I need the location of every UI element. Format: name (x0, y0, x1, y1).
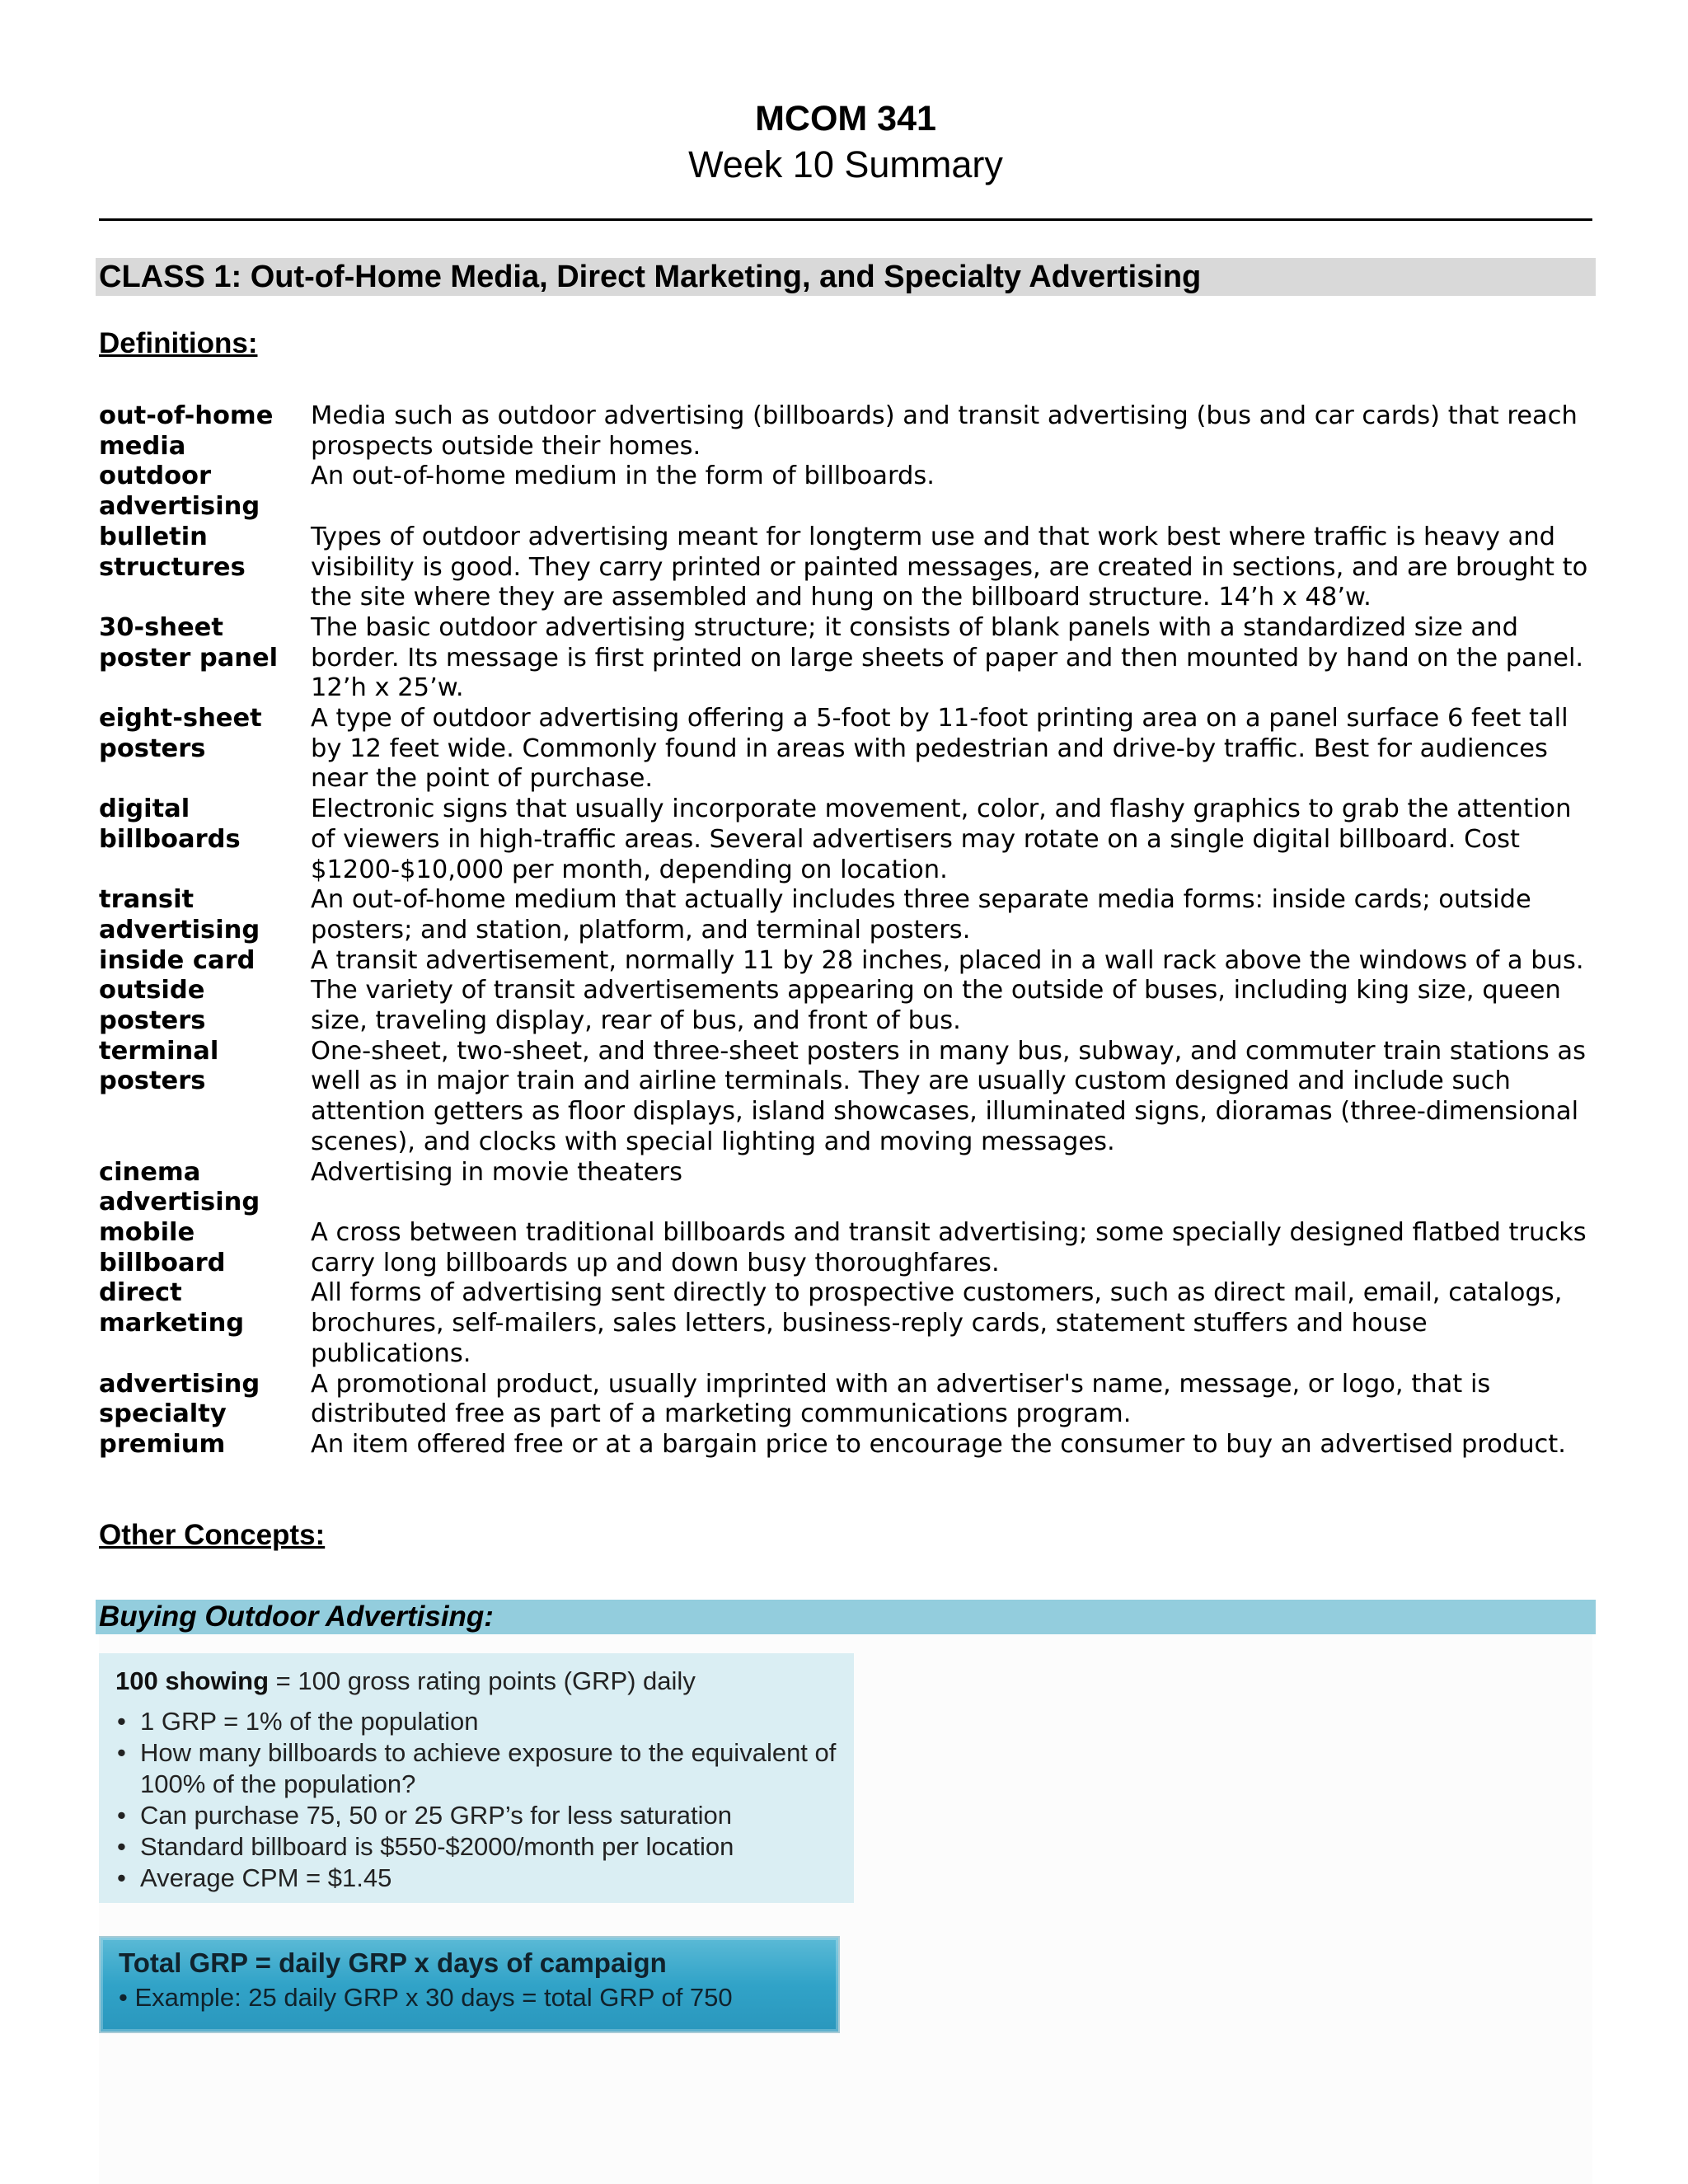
definition-term: outdoor advertising (99, 462, 260, 522)
definition-row (99, 1370, 1592, 1430)
definition-row (99, 1218, 1592, 1278)
definition-text: Electronic signs that usually incorporate movement, color, and flashy graphics to grab the attention of viewers in high-traffic areas. Several advertisers may rotate on a single digital billboard. Cost $1200-$10,000 per month, depending on location. (311, 794, 1572, 884)
header-divider (99, 218, 1592, 221)
showing-bullet (115, 1831, 854, 1863)
showing-bold: 100 showing (115, 1666, 270, 1695)
bullet-icon: • (117, 1832, 126, 1861)
definition-text: Types of outdoor advertising meant for longterm use and that work best where traffic is heavy and visibility is good. They carry printed or painted messages, are created in sections, and are brought to the site where they are assembled and hung on the billboard structure. 14’h x 48’w. (311, 522, 1588, 612)
showing-bullet (115, 1863, 854, 1894)
definition-term: transit advertising (99, 885, 260, 944)
document-page (99, 0, 1592, 2012)
bullet-text: 1 GRP = 1% of the population (140, 1707, 479, 1736)
bullet-text: Can purchase 75, 50 or 25 GRP’s for less saturation (140, 1801, 732, 1830)
definition-text: A type of outdoor advertising offering a 5-foot by 11-foot printing area on a panel surface 6 feet tall by 12 feet wide. Commonly found in areas with pedestrian and drive-by traffic. Best for audiences near the point of purchase. (311, 704, 1568, 794)
showing-info-box (99, 1653, 854, 1903)
showing-bullet (115, 1800, 854, 1831)
definition-row (99, 613, 1592, 704)
definition-text: An out-of-home medium in the form of billboards. (311, 462, 935, 491)
definition-text: The basic outdoor advertising structure; it consists of blank panels with a standardized size and border. Its message is first printed on large sheets of paper and then mounted by hand on the panel. 12’h x 25’w. (311, 612, 1584, 703)
definition-row (99, 885, 1592, 945)
showing-headline (115, 1663, 854, 1699)
buying-outdoor-heading: Buying Outdoor Advertising: (96, 1600, 1596, 1634)
definition-text: An item offered free or at a bargain price to encourage the consumer to buy an advertised product. (311, 1429, 1566, 1459)
definition-term: eight-sheet posters (99, 704, 262, 763)
definition-text: One-sheet, two-sheet, and three-sheet posters in many bus, subway, and commuter train stations as well as in major train and airline terminals. They are usually custom designed and include such attention getters as floor displays, island showcases, illuminated signs, dioramas (three-dimensional scenes), and clocks with special lighting and moving messages. (311, 1036, 1587, 1156)
definition-term: inside card (99, 945, 256, 975)
definition-text: A transit advertisement, normally 11 by 28 inches, placed in a wall rack above the windows of a bus. (311, 945, 1584, 975)
total-grp-formula: Total GRP = daily GRP x days of campaign (119, 1947, 667, 1978)
definition-text: The variety of transit advertisements appearing on the outside of buses, including king size, queen size, traveling display, rear of bus, and front of bus. (311, 976, 1561, 1036)
definition-row (99, 1158, 1592, 1218)
showing-bullet (115, 1706, 854, 1737)
definition-term: 30-sheet poster panel (99, 612, 279, 673)
total-grp-box (99, 1936, 840, 2033)
showing-rest: = 100 gross rating points (GRP) daily (269, 1666, 696, 1695)
definition-term: bulletin structures (99, 522, 246, 582)
bullet-icon: • (117, 1801, 126, 1830)
bullet-text: Standard billboard is $550-$2000/month per location (140, 1832, 734, 1861)
definition-row (99, 523, 1592, 613)
bullet-text: How many billboards to achieve exposure to the equivalent of 100% of the population? (140, 1738, 837, 1798)
definition-term: advertising specialty (99, 1369, 260, 1429)
showing-bullet (115, 1737, 854, 1800)
definition-text: Advertising in movie theaters (311, 1157, 682, 1187)
definition-term: digital billboards (99, 794, 241, 854)
bullet-icon: • (117, 1707, 126, 1736)
definition-row (99, 1278, 1592, 1369)
definition-term: outside posters (99, 976, 206, 1036)
class-heading: CLASS 1: Out-of-Home Media, Direct Marketing, and Specialty Advertising (96, 258, 1596, 296)
other-concepts-heading: Other Concepts: (99, 1519, 326, 1551)
definition-term: direct marketing (99, 1278, 245, 1338)
definition-text: A promotional product, usually imprinted with an advertiser's name, message, or logo, that is distributed free as part of a marketing communications program. (311, 1369, 1491, 1429)
definition-row (99, 1430, 1592, 1460)
definition-term: terminal posters (99, 1036, 219, 1096)
definition-term: out-of-home media (99, 401, 274, 461)
definition-text: Media such as outdoor advertising (billboards) and transit advertising (bus and car cards) that reach prospects outside their homes. (311, 401, 1578, 461)
definition-row (99, 794, 1592, 885)
document-header (99, 0, 1592, 188)
total-grp-example: • Example: 25 daily GRP x 30 days = total GRP of 750 (119, 1983, 733, 2012)
definition-row (99, 976, 1592, 1036)
definition-term: cinema advertising (99, 1157, 260, 1217)
definition-row (99, 946, 1592, 977)
bullet-icon: • (117, 1738, 126, 1767)
definitions-list (99, 401, 1592, 1460)
bullet-icon: • (117, 1863, 126, 1892)
definition-term: mobile billboard (99, 1217, 226, 1277)
bullet-text: Average CPM = $1.45 (140, 1863, 392, 1892)
definitions-heading: Definitions: (99, 327, 258, 359)
definition-row (99, 1037, 1592, 1158)
definition-text: All forms of advertising sent directly to prospective customers, such as direct mail, email, catalogs, brochures, self-mailers, sales letters, business-reply cards, statement stuffers and house publications. (311, 1278, 1563, 1368)
definition-text: An out-of-home medium that actually includes three separate media forms: inside cards; outside posters; and station, platform, and terminal posters. (311, 885, 1531, 944)
definition-term: premium (99, 1429, 226, 1459)
definition-row (99, 462, 1592, 522)
definition-row (99, 401, 1592, 462)
definition-row (99, 704, 1592, 794)
definition-text: A cross between traditional billboards and transit advertising; some specially designed flatbed trucks carry long billboards up and down busy thoroughfares. (311, 1217, 1587, 1277)
course-title: MCOM 341 (755, 99, 936, 138)
showing-bullets (115, 1706, 854, 1894)
week-title: Week 10 Summary (688, 143, 1003, 185)
